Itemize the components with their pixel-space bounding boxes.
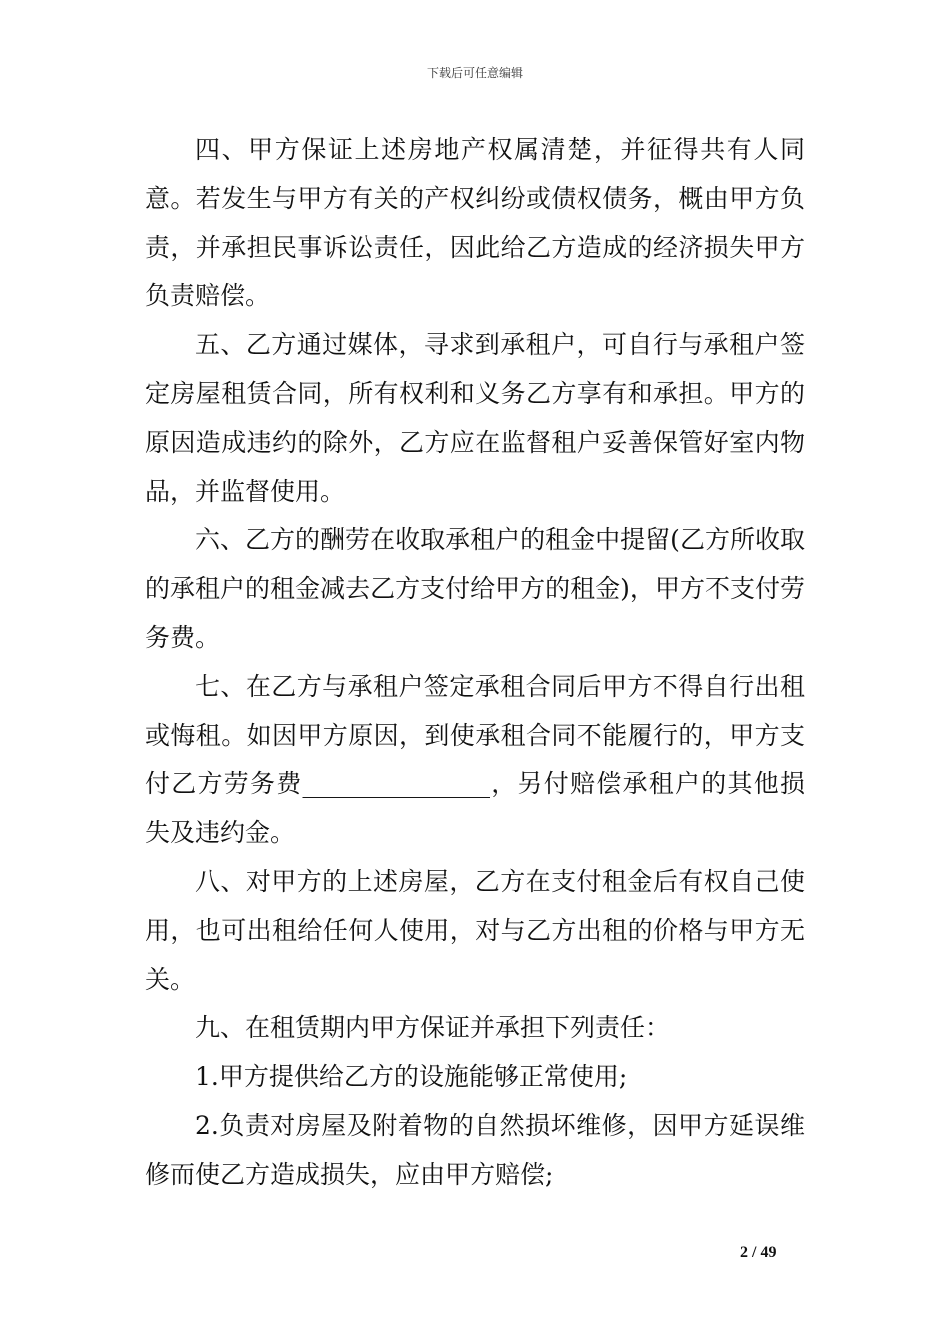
paragraph-clause-5: 五、乙方通过媒体，寻求到承租户，可自行与承租户签定房屋租赁合同，所有权利和义务乙方享有和承担。甲方的原因造成违约的除外，乙方应在监督租户妥善保管好室内物品，并监督使用。 [145,330,805,506]
document-body [145,126,805,1200]
page-number: 2 / 49 [740,1244,777,1261]
paragraph-clause-4: 四、甲方保证上述房地产权属清楚，并征得共有人同意。若发生与甲方有关的产权纠纷或债权债务，概由甲方负责，并承担民事诉讼责任，因此给乙方造成的经济损失甲方负责赔偿。 [145,135,805,311]
page-header: 下载后可任意编辑 [426,66,523,80]
list-item-9-1: 1.甲方提供给乙方的设施能够正常使用; [195,1062,628,1092]
paragraph-clause-9: 九、在租赁期内甲方保证并承担下列责任： [195,1013,671,1043]
paragraph-clause-6: 六、乙方的酬劳在收取承租户的租金中提留(乙方所收取的承租户的租金减去乙方支付给甲方的租金)，甲方不支付劳务费。 [145,525,805,652]
paragraph-clause-8: 八、对甲方的上述房屋，乙方在支付租金后有权自己使用，也可出租给任何人使用，对与乙方出租的价格与甲方无关。 [145,866,805,994]
paragraph-clause-7: 七、在乙方与承租户签定承租合同后甲方不得自行出租或悔租。如因甲方原因，到使承租合同不能履行的，甲方支付乙方劳务费_______________，另付赔偿承租户的其他损失及违约金。 [145,671,805,848]
list-item-9-2: 2.负责对房屋及附着物的自然损坏维修，因甲方延误维修而使乙方造成损失，应由甲方赔偿; [145,1110,805,1189]
